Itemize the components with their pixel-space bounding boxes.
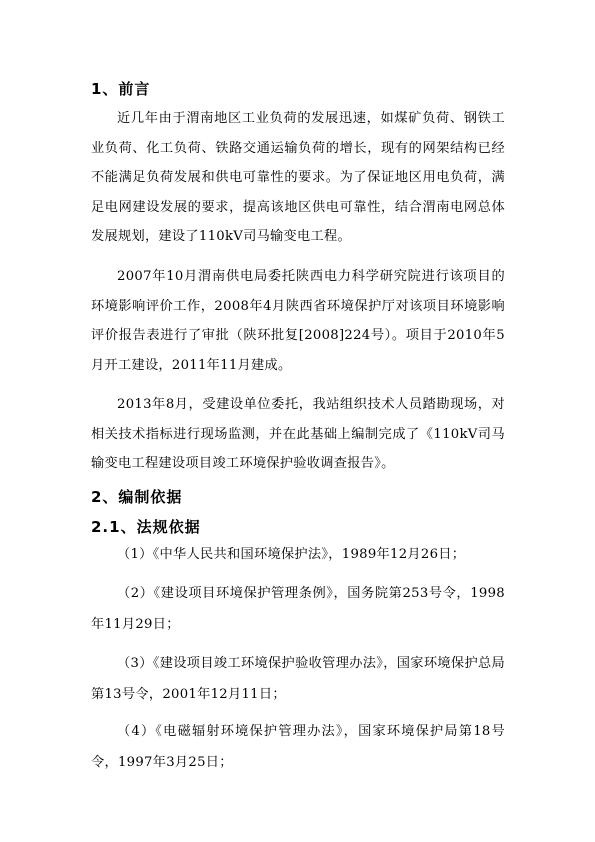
section-heading-preface: 1、前言 [91,80,151,98]
paragraph-eia-history: 2007年10月渭南供电局委托陕西电力科学研究院进行该项目的环境影响评价工作，2008年4月陕西省环境保护厅对该项目环境影响评价报告表进行了审批（陕环批复[2008]224号）。项目于2010年5月开工建设，2011年11月建成。 [91,269,505,373]
subsection-heading-regulations: 2.1、法规依据 [91,518,201,536]
regulation-item: （1）《中华人民共和国环境保护法》，1989年12月26日； [117,547,466,562]
regulation-item: （4）《电磁辐射环境保护管理办法》，国家环境保护局第18号令，1997年3月25日； [91,724,505,770]
paragraph-background: 近几年由于渭南地区工业负荷的发展迅速，如煤矿负荷、钢铁工业负荷、化工负荷、铁路交通运输负荷的增长，现有的网架结构已经不能满足负荷发展和供电可靠性的要求。为了保证地区用电负荷，满足电网建设发展的要求，提高该地区供电可靠性，结合渭南电网总体发展规划，建设了110kV司马输变电工程。 [91,111,505,244]
paragraph-survey: 2013年8月，受建设单位委托，我站组织技术人员踏勘现场，对相关技术指标进行现场监测，并在此基础上编制完成了《110kV司马输变电工程建设项目竣工环境保护验收调查报告》。 [91,397,505,471]
section-heading-basis: 2、编制依据 [91,488,183,506]
regulation-item: （2）《建设项目环境保护管理条例》，国务院第253号令，1998年11月29日； [91,586,505,632]
regulation-item: （3）《建设项目竣工环境保护验收管理办法》，国家环境保护总局第13号令，2001年12月11日； [91,656,505,702]
